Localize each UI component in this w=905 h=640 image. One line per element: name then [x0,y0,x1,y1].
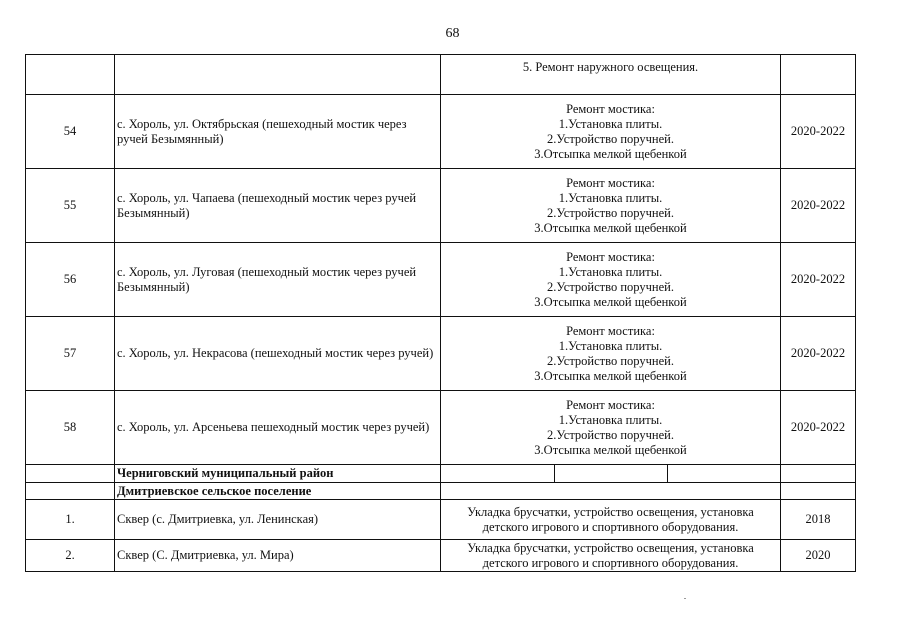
years: 2018 [781,500,856,540]
objects-table [25,54,856,572]
object-location: с. Хороль, ул. Октябрьская (пешеходный мостик через ручей Безымянный) [115,95,441,169]
work-line: Ремонт мостика: [566,175,655,190]
work-line: 3.Отсыпка мелкой щебенкой [534,220,687,235]
empty-cell [667,465,780,482]
district-heading-row [26,465,856,483]
object-location: с. Хороль, ул. Арсеньева пешеходный мостик через ручей) [115,391,441,465]
split-cells [441,465,780,482]
table-row [26,500,856,540]
work-line: 1.Установка плиты. [558,264,663,279]
work-line: 2.Устройство поручней. [547,279,674,294]
empty-cell [781,465,856,483]
work-line: 1.Установка плиты. [558,116,663,131]
row-number: 57 [26,317,115,391]
empty-cell [441,483,781,500]
work-line: Укладка брусчатки, устройство освещения, установка [467,540,754,555]
work-line: 1.Установка плиты. [558,190,663,205]
years: 2020-2022 [781,95,856,169]
row-number: 1. [26,500,115,540]
work-description [441,169,781,243]
work-description [441,317,781,391]
work-line: детского игрового и спортивного оборудования. [482,555,739,570]
years: 2020-2022 [781,391,856,465]
row-number: 2. [26,540,115,572]
years: 2020-2022 [781,243,856,317]
empty-cell [441,465,554,482]
work-description [441,95,781,169]
object-cell [115,55,441,95]
work-line: 3.Отсыпка мелкой щебенкой [534,368,687,383]
row-number: 58 [26,391,115,465]
work-line: 2.Устройство поручней. [547,205,674,220]
row-number: 54 [26,95,115,169]
empty-cell [26,465,115,483]
scan-speck [684,598,686,599]
work-line: Ремонт мостика: [566,323,655,338]
work-line: Укладка брусчатки, устройство освещения, установка [467,504,754,519]
object-location: Сквер (с. Дмитриевка, ул. Ленинская) [115,500,441,540]
years-cell [781,55,856,95]
row-number-cell [26,55,115,95]
work-description [441,540,781,572]
continuation-row [26,55,856,95]
work-description [441,391,781,465]
table-row [26,391,856,465]
object-location: с. Хороль, ул. Некрасова (пешеходный мостик через ручей) [115,317,441,391]
table-row [26,540,856,572]
empty-cell [554,465,667,482]
object-location: с. Хороль, ул. Чапаева (пешеходный мостик через ручей Безымянный) [115,169,441,243]
work-cell [441,465,781,483]
work-line: 1.Установка плиты. [558,412,663,427]
table-row [26,95,856,169]
work-description [441,243,781,317]
work-description [441,500,781,540]
page-number: 68 [445,26,460,41]
work-line: 3.Отсыпка мелкой щебенкой [534,442,687,457]
object-location: с. Хороль, ул. Луговая (пешеходный мостик через ручей Безымянный) [115,243,441,317]
work-line: 3.Отсыпка мелкой щебенкой [534,146,687,161]
empty-cell [26,483,115,500]
work-line: 1.Установка плиты. [558,338,663,353]
table-row [26,317,856,391]
years: 2020-2022 [781,317,856,391]
row-number: 55 [26,169,115,243]
empty-cell [781,483,856,500]
settlement-heading: Дмитриевское сельское поселение [115,483,441,500]
table-row [26,169,856,243]
work-line: Ремонт мостика: [566,101,655,116]
table-row [26,243,856,317]
years: 2020-2022 [781,169,856,243]
object-location: Сквер (С. Дмитриевка, ул. Мира) [115,540,441,572]
work-line: Ремонт мостика: [566,397,655,412]
district-heading: Черниговский муниципальный район [115,465,441,483]
row-number: 56 [26,243,115,317]
settlement-heading-row [26,483,856,500]
work-line: 2.Устройство поручней. [547,427,674,442]
years: 2020 [781,540,856,572]
work-line: Ремонт мостика: [566,249,655,264]
work-line: 2.Устройство поручней. [547,353,674,368]
work-line: 2.Устройство поручней. [547,131,674,146]
work-line: детского игрового и спортивного оборудования. [482,519,739,534]
work-line: 3.Отсыпка мелкой щебенкой [534,294,687,309]
work-cell: 5. Ремонт наружного освещения. [441,55,781,95]
